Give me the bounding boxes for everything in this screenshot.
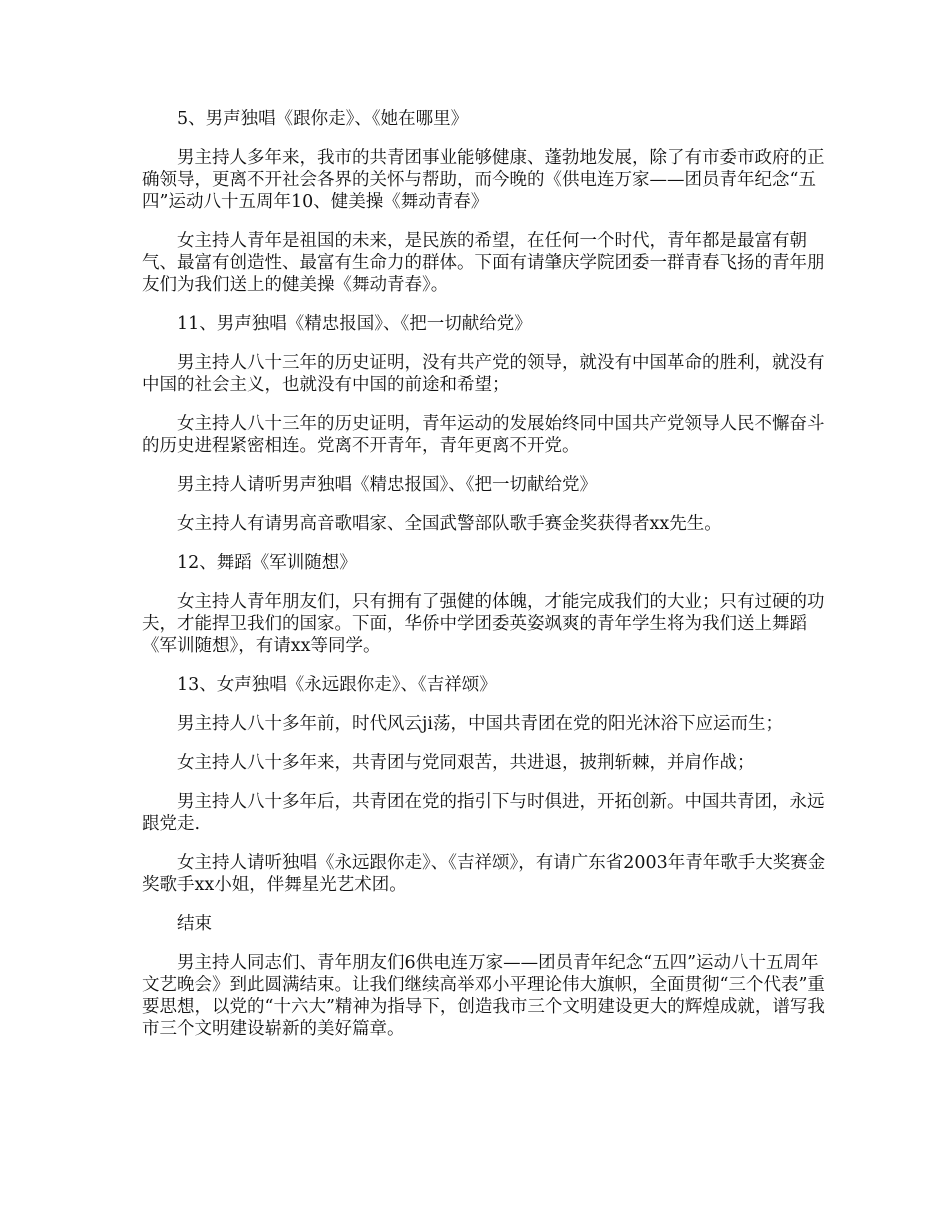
paragraph: 女主持人八十多年来，共青团与党同艰苦，共进退，披荆斩棘，并肩作战； xyxy=(177,753,755,773)
program-item-12: 12、舞蹈《军训随想》 xyxy=(177,553,357,573)
paragraph: 女主持人请听独唱《永远跟你走》、《吉祥颂》，有请广东省2003年青年歌手大奖赛金奖歌手xx小姐，伴舞星光艺术团。 xyxy=(142,853,826,895)
paragraph: 女主持人有请男高音歌唱家、全国武警部队歌手赛金奖获得者xx先生。 xyxy=(177,514,722,534)
paragraph: 男主持人八十多年后，共青团在党的指引下与时俱进，开拓创新。中国共青团，永远跟党走. xyxy=(142,792,825,834)
program-item-11: 11、男声独唱《精忠报国》、《把一切献给党》 xyxy=(177,314,532,334)
section-heading-ending: 结束 xyxy=(177,914,212,934)
paragraph: 女主持人青年是祖国的未来，是民族的希望，在任何一个时代，青年都是最富有朝气、最富有创造性、最富有生命力的群体。下面有请肇庆学院团委一群青春飞扬的青年朋友们为我们送上的健美操《舞动青春》。 xyxy=(142,231,825,295)
document-body xyxy=(142,108,830,1057)
program-item-13: 13、女声独唱《永远跟你走》、《吉祥颂》 xyxy=(177,675,497,695)
paragraph: 女主持人八十三年的历史证明，青年运动的发展始终同中国共产党领导人民不懈奋斗的历史进程紧密相连。党离不开青年，青年更离不开党。 xyxy=(142,414,825,456)
paragraph: 女主持人青年朋友们，只有拥有了强健的体魄，才能完成我们的大业；只有过硬的功夫，才能捍卫我们的国家。下面，华侨中学团委英姿飒爽的青年学生将为我们送上舞蹈《军训随想》，有请xx等同学。 xyxy=(142,592,825,656)
program-item-5: 5、男声独唱《跟你走》、《她在哪里》 xyxy=(177,109,469,129)
paragraph: 男主持人请听男声独唱《精忠报国》、《把一切献给党》 xyxy=(177,475,597,495)
paragraph: 男主持人同志们、青年朋友们6供电连万家——团员青年纪念“五四”运动八十五周年文艺晚会》到此圆满结束。让我们继续高举邓小平理论伟大旗帜，全面贯彻“三个代表”重要思想，以党的“十六大”精神为指导下，创造我市三个文明建设更大的辉煌成就，谱写我市三个文明建设崭新的美好篇章。 xyxy=(142,953,825,1039)
paragraph: 男主持人多年来，我市的共青团事业能够健康、蓬勃地发展，除了有市委市政府的正确领导，更离不开社会各界的关怀与帮助，而今晚的《供电连万家——团员青年纪念“五四”运动八十五周年10、健美操《舞动青春》 xyxy=(142,148,825,212)
paragraph: 男主持人八十多年前，时代风云ji荡，中国共青团在党的阳光沐浴下应运而生； xyxy=(177,714,784,734)
paragraph: 男主持人八十三年的历史证明，没有共产党的领导，就没有中国革命的胜利，就没有中国的社会主义，也就没有中国的前途和希望； xyxy=(142,353,825,395)
